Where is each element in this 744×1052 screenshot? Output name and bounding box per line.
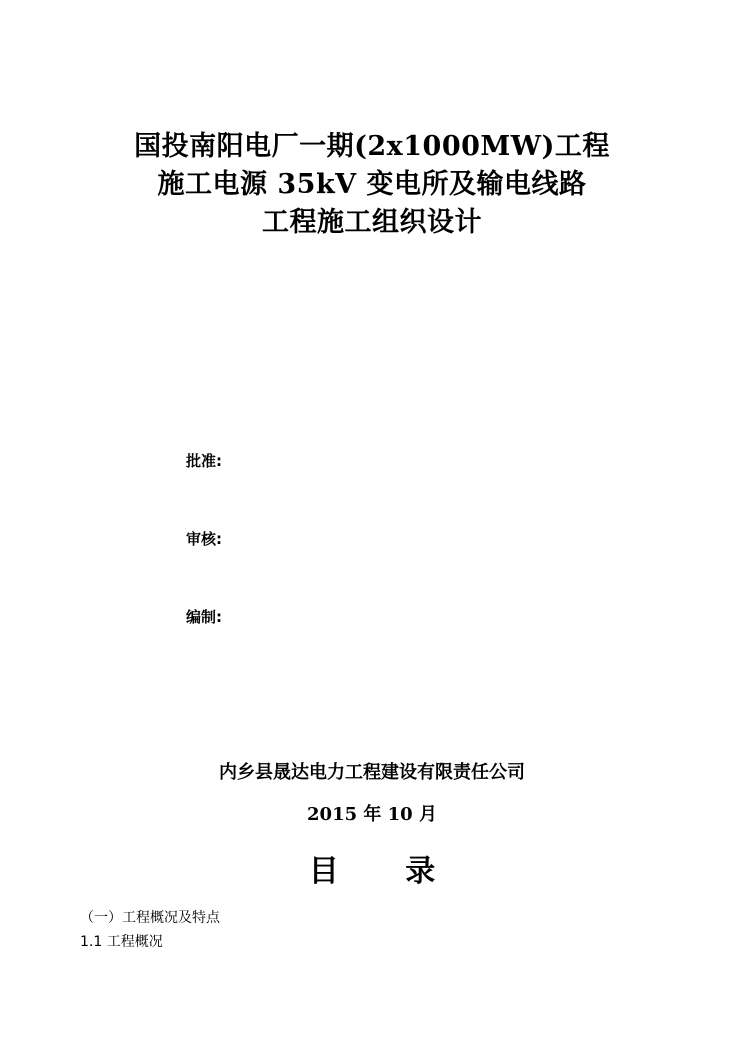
review-label: 审核:	[186, 530, 222, 548]
title-line-1: 国投南阳电厂一期(2x1000MW)工程	[134, 131, 610, 162]
company-block	[0, 760, 744, 828]
title-line-3: 工程施工组织设计	[262, 207, 482, 238]
title-line-2: 施工电源 35kV 变电所及输电线路	[157, 169, 587, 200]
toc-item: （一）工程概况及特点	[80, 910, 220, 926]
signature-block	[186, 450, 222, 684]
toc-list	[80, 906, 220, 954]
document-date: 2015 年 10 月	[307, 804, 437, 825]
toc-item: 1.1 工程概况	[80, 934, 163, 950]
toc-heading: 目 录	[308, 854, 464, 889]
compile-label: 编制:	[186, 608, 222, 626]
company-name: 内乡县晟达电力工程建设有限责任公司	[219, 762, 525, 783]
document-title	[0, 128, 744, 242]
approve-label: 批准:	[186, 452, 222, 470]
